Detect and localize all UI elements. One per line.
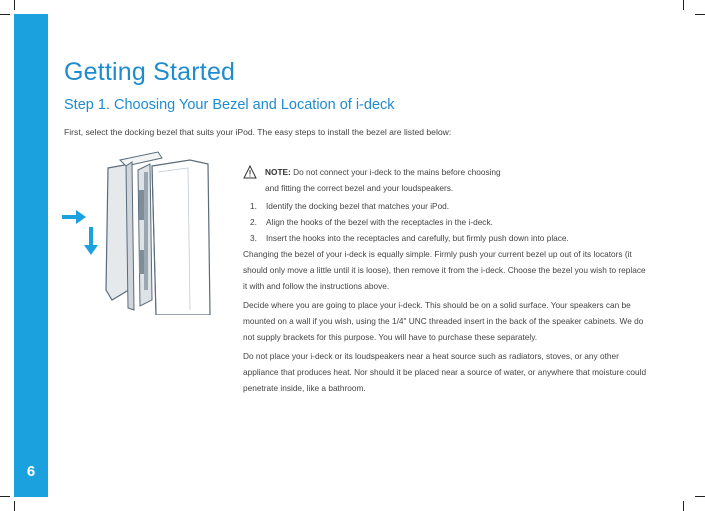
note-line-1: Do not connect your i-deck to the mains before choosing [293,167,501,177]
step-number: 3. [250,233,257,243]
list-item [243,230,648,246]
side-color-bar [14,14,48,497]
list-item [243,214,648,230]
step-text: Identify the docking bezel that matches your iPod. [266,201,450,211]
crop-mark [683,501,684,511]
crop-mark [14,501,15,511]
section-subtitle: Step 1. Choosing Your Bezel and Location of i-deck [64,97,395,113]
step-number: 1. [250,201,257,211]
step-number: 2. [250,217,257,227]
arrow-down-icon [84,227,98,255]
intro-text: First, select the docking bezel that suits your iPod. The easy steps to install the bezel are listed below: [64,127,452,137]
crop-mark [0,496,10,497]
crop-mark [683,0,684,10]
arrow-right-icon [62,210,86,224]
step-text: Insert the hooks into the receptacles and carefully, but firmly push down into place. [266,233,569,243]
content-column [243,164,648,399]
page-number: 6 [26,463,36,480]
paragraph-changing-bezel: Changing the bezel of your i-deck is equally simple. Firmly push your current bezel up out of its locators (it should only move a little until it is loose), then remove it from the i-deck. Choose the bezel you wish to replace it with and follow the instructions above. [243,249,646,291]
note-block [243,164,648,196]
steps-list [243,198,648,246]
step-text: Align the hooks of the bezel with the receptacles in the i-deck. [266,217,493,227]
paragraph-placement: Decide where you are going to place your i-deck. This should be on a solid surface. Your speakers can be mounted on a wall if you wish, using the 1/4" UNC threaded insert in the back of the speaker cabinets. We do not supply brackets for this purpose. You will have to purchase these separately. [243,300,644,342]
crop-mark [695,496,705,497]
list-item [243,198,648,214]
note-label: NOTE: [265,167,291,177]
bezel-illustration [60,150,220,315]
crop-mark [0,14,10,15]
crop-mark [695,14,705,15]
paragraph-safety: Do not place your i-deck or its loudspeakers near a heat source such as radiators, stoves, or any other appliance that produces heat. Nor should it be placed near a source of water, or anywhere that moisture could penetrate inside, like a bathroom. [243,351,647,393]
warning-triangle-icon [243,165,257,179]
crop-mark [14,0,15,10]
page-title: Getting Started [64,58,236,86]
note-line-2: and fitting the correct bezel and your loudspeakers. [265,183,454,193]
